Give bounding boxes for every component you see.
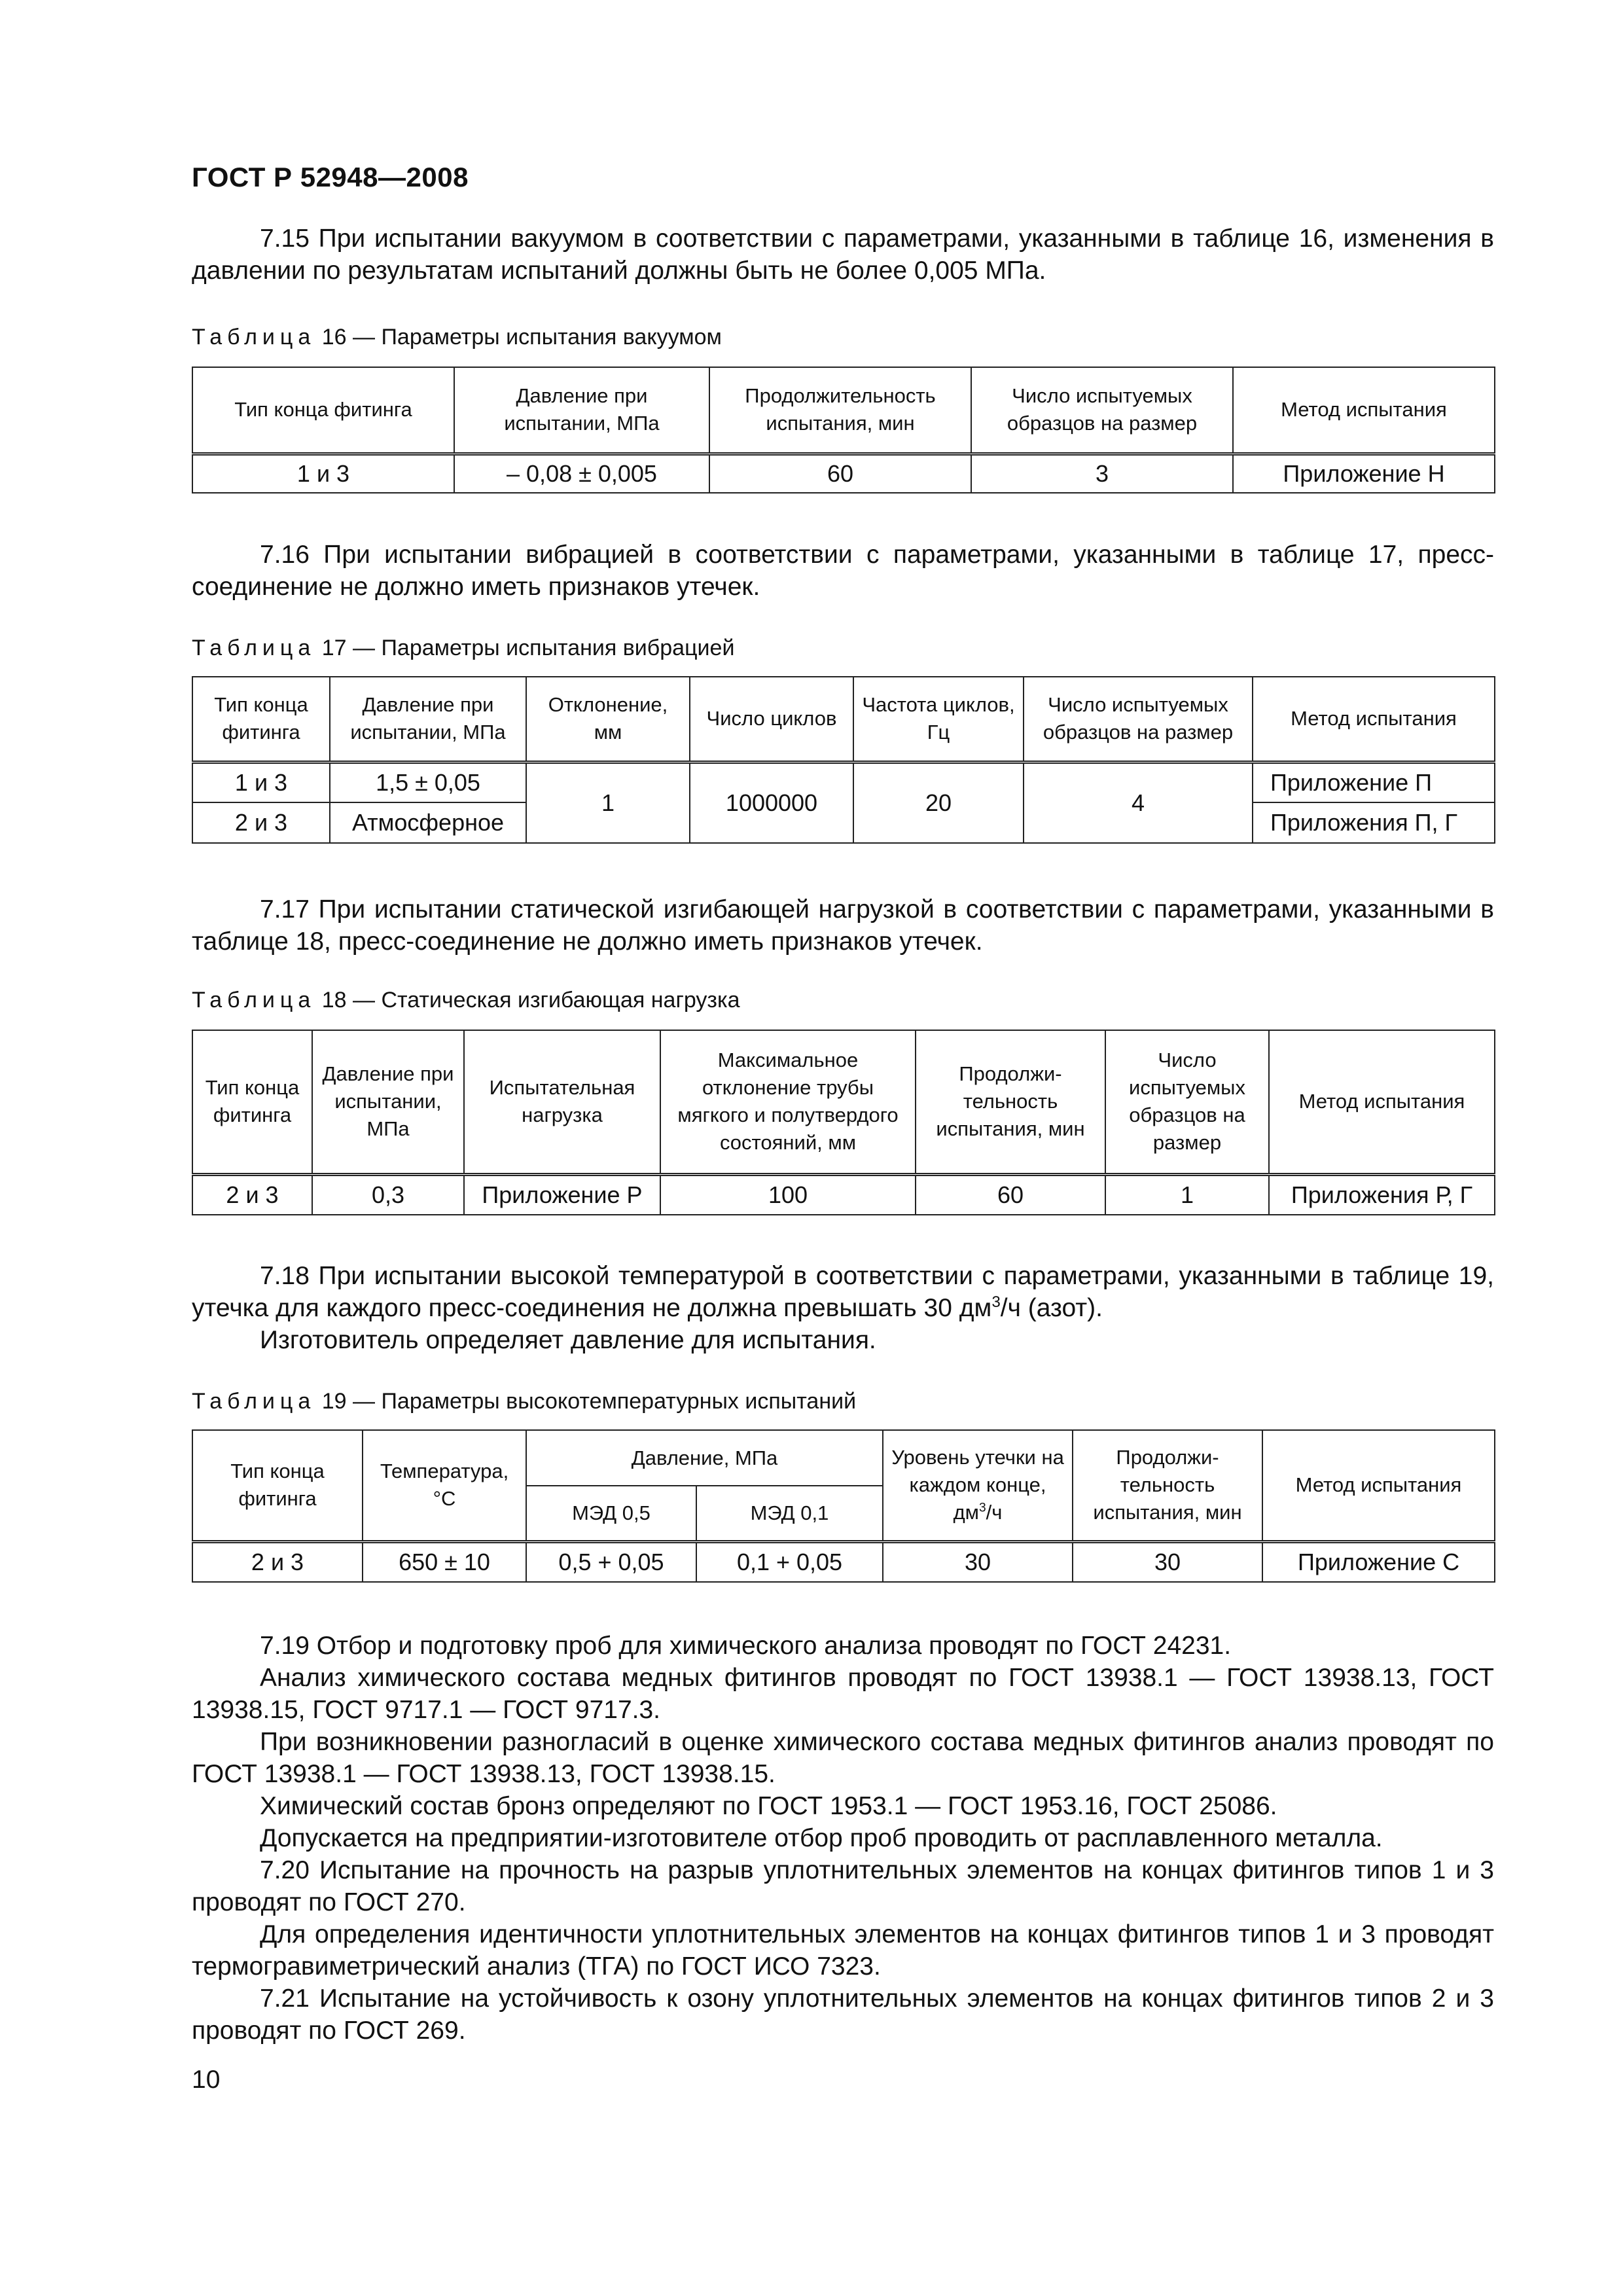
- table-header: Метод испытания: [1262, 1430, 1495, 1541]
- section-7-16: [192, 539, 1494, 603]
- paragraph-7-17: 7.17 При испытании статической изгибающей нагрузкой в соответствии с параметрами, указанными в таблице 18, пресс-соединение не должно иметь признаков утечек.: [192, 895, 1494, 956]
- table-17-caption: Таблица 17 — Параметры испытания вибрацией: [192, 636, 735, 660]
- document-header: ГОСТ Р 52948—2008: [192, 162, 469, 192]
- table-16-caption: Таблица 16 — Параметры испытания вакуумом: [192, 325, 722, 350]
- table-header: Давление при испытании, МПа: [454, 367, 709, 454]
- table-cell: 20: [853, 762, 1024, 843]
- section-7-19-7-21: [192, 1630, 1494, 2047]
- table-19-wrap: [192, 1429, 1494, 1583]
- table-header: МЭД 0,1: [696, 1486, 883, 1541]
- table-header: Максимальное отклонение трубы мягкого и полутвердого состояний, мм: [660, 1030, 916, 1174]
- table-header: Испытательная нагрузка: [464, 1030, 660, 1174]
- section-7-15: [192, 223, 1494, 287]
- paragraph-7-19-c: Химический состав бронз определяют по ГОСТ 1953.1 — ГОСТ 1953.16, ГОСТ 25086.: [260, 1792, 1277, 1820]
- table-cell: Атмосферное: [330, 802, 526, 843]
- table-cell: 2 и 3: [192, 1174, 312, 1215]
- table-header: Тип конца фитинга: [192, 1030, 312, 1174]
- paragraph-7-19-a: Анализ химического состава медных фитингов проводят по ГОСТ 13938.1 — ГОСТ 13938.13, ГОСТ 13938.15, ГОСТ 9717.1 — ГОСТ 9717.3.: [192, 1664, 1494, 1724]
- paragraph-7-15: 7.15 При испытании вакуумом в соответствии с параметрами, указанными в таблице 16, изменения в давлении по результатам испытаний должны быть не более 0,005 МПа.: [192, 224, 1494, 285]
- table-18-block: [192, 987, 1494, 1013]
- table-18-wrap: [192, 1030, 1494, 1215]
- table-header: Метод испытания: [1269, 1030, 1495, 1174]
- table-17: [192, 676, 1495, 844]
- table-cell: 60: [916, 1174, 1105, 1215]
- table-16: [192, 367, 1495, 493]
- table-16-wrap: [192, 367, 1494, 493]
- table-header: Температура, °С: [363, 1430, 526, 1541]
- table-header: МЭД 0,5: [526, 1486, 696, 1541]
- table-cell: 60: [709, 454, 971, 493]
- table-header: Продолжи-тельность испытания, мин: [916, 1030, 1105, 1174]
- table-cell: 0,5 + 0,05: [526, 1541, 696, 1582]
- paragraph-7-19-b: При возникновении разногласий в оценке химического состава медных фитингов анализ проводят по ГОСТ 13938.1 — ГОСТ 13938.13, ГОСТ 13938.15.: [192, 1728, 1494, 1788]
- table-19-block: [192, 1388, 1494, 1414]
- table-header: Число испытуемых образцов на размер: [1024, 677, 1253, 762]
- table-cell: Приложение Р: [464, 1174, 660, 1215]
- table-cell: Приложение Н: [1233, 454, 1495, 493]
- paragraph-7-20: 7.20 Испытание на прочность на разрыв уплотнительных элементов на концах фитингов типов 1 и 3 проводят по ГОСТ 270.: [192, 1856, 1494, 1916]
- table-header: Давление при испытании, МПа: [330, 677, 526, 762]
- table-19: [192, 1429, 1495, 1583]
- section-7-18: [192, 1260, 1494, 1356]
- page-number: 10: [192, 2066, 221, 2094]
- table-cell: 30: [883, 1541, 1073, 1582]
- table-header: Уровень утечки на каждом конце, $дм^3/ч$: [883, 1430, 1073, 1541]
- table-16-block: [192, 324, 1494, 350]
- table-17-block: [192, 635, 1494, 661]
- table-cell: 1 и 3: [192, 454, 454, 493]
- table-cell: 0,1 + 0,05: [696, 1541, 883, 1582]
- table-cell: Приложение С: [1262, 1541, 1495, 1582]
- table-18: [192, 1030, 1495, 1215]
- table-cell: 1,5 ± 0,05: [330, 762, 526, 802]
- table-header: Давление при испытании, МПа: [312, 1030, 464, 1174]
- table-cell: 1: [1105, 1174, 1269, 1215]
- paragraph-7-21: 7.21 Испытание на устойчивость к озону уплотнительных элементов на концах фитингов типов 2 и 3 проводят по ГОСТ 269.: [192, 1984, 1494, 2045]
- table-19-caption: Таблица 19 — Параметры высокотемпературных испытаний: [192, 1389, 857, 1414]
- table-cell: Приложения Р, Г: [1269, 1174, 1495, 1215]
- table-cell: – 0,08 ± 0,005: [454, 454, 709, 493]
- table-header: Тип конца фитинга: [192, 1430, 363, 1541]
- paragraph-7-16: 7.16 При испытании вибрацией в соответствии с параметрами, указанными в таблице 17, пресс-соединение не должно иметь признаков утечек.: [192, 541, 1494, 601]
- table-header: Давление, МПа: [526, 1430, 883, 1486]
- paragraph-7-18-note: Изготовитель определяет давление для испытания.: [260, 1326, 876, 1354]
- table-header: Метод испытания: [1253, 677, 1495, 762]
- paragraph-7-20-a: Для определения идентичности уплотнительных элементов на концах фитингов типов 1 и 3 проводят термогравиметрический анализ (ТГА) по ГОСТ ИСО 7323.: [192, 1920, 1494, 1981]
- table-cell: 2 и 3: [192, 1541, 363, 1582]
- table-header: Продолжи-тельность испытания, мин: [1073, 1430, 1262, 1541]
- paragraph-7-18: 7.18 При испытании высокой температурой в соответствии с параметрами, указанными в таблице 19, утечка для каждого пресс-соединения не должна превышать 30 $дм^3/ч$ (азот).: [192, 1262, 1494, 1322]
- table-header: Тип конца фитинга: [192, 367, 454, 454]
- table-17-wrap: [192, 676, 1494, 844]
- table-cell: 4: [1024, 762, 1253, 843]
- table-cell: Приложение П: [1253, 762, 1495, 802]
- table-cell: 650 ± 10: [363, 1541, 526, 1582]
- table-header: Продолжительность испытания, мин: [709, 367, 971, 454]
- table-header: Число испытуемых образцов на размер: [1105, 1030, 1269, 1174]
- table-header: Тип конца фитинга: [192, 677, 330, 762]
- table-header: Число циклов: [690, 677, 853, 762]
- paragraph-7-19-d: Допускается на предприятии-изготовителе отбор проб проводить от расплавленного металла.: [260, 1824, 1383, 1852]
- table-cell: 1: [526, 762, 690, 843]
- table-cell: 1000000: [690, 762, 853, 843]
- paragraph-7-19: 7.19 Отбор и подготовку проб для химического анализа проводят по ГОСТ 24231.: [260, 1632, 1232, 1660]
- section-7-17: [192, 893, 1494, 958]
- table-header: Отклонение, мм: [526, 677, 690, 762]
- table-header: Число испытуемых образцов на размер: [971, 367, 1233, 454]
- table-header: Метод испытания: [1233, 367, 1495, 454]
- table-cell: 3: [971, 454, 1233, 493]
- table-cell: 100: [660, 1174, 916, 1215]
- table-18-caption: Таблица 18 — Статическая изгибающая нагрузка: [192, 988, 740, 1013]
- table-cell: 0,3: [312, 1174, 464, 1215]
- table-cell: 1 и 3: [192, 762, 330, 802]
- table-header: Частота циклов, Гц: [853, 677, 1024, 762]
- table-cell: 30: [1073, 1541, 1262, 1582]
- table-cell: 2 и 3: [192, 802, 330, 843]
- table-cell: Приложения П, Г: [1253, 802, 1495, 843]
